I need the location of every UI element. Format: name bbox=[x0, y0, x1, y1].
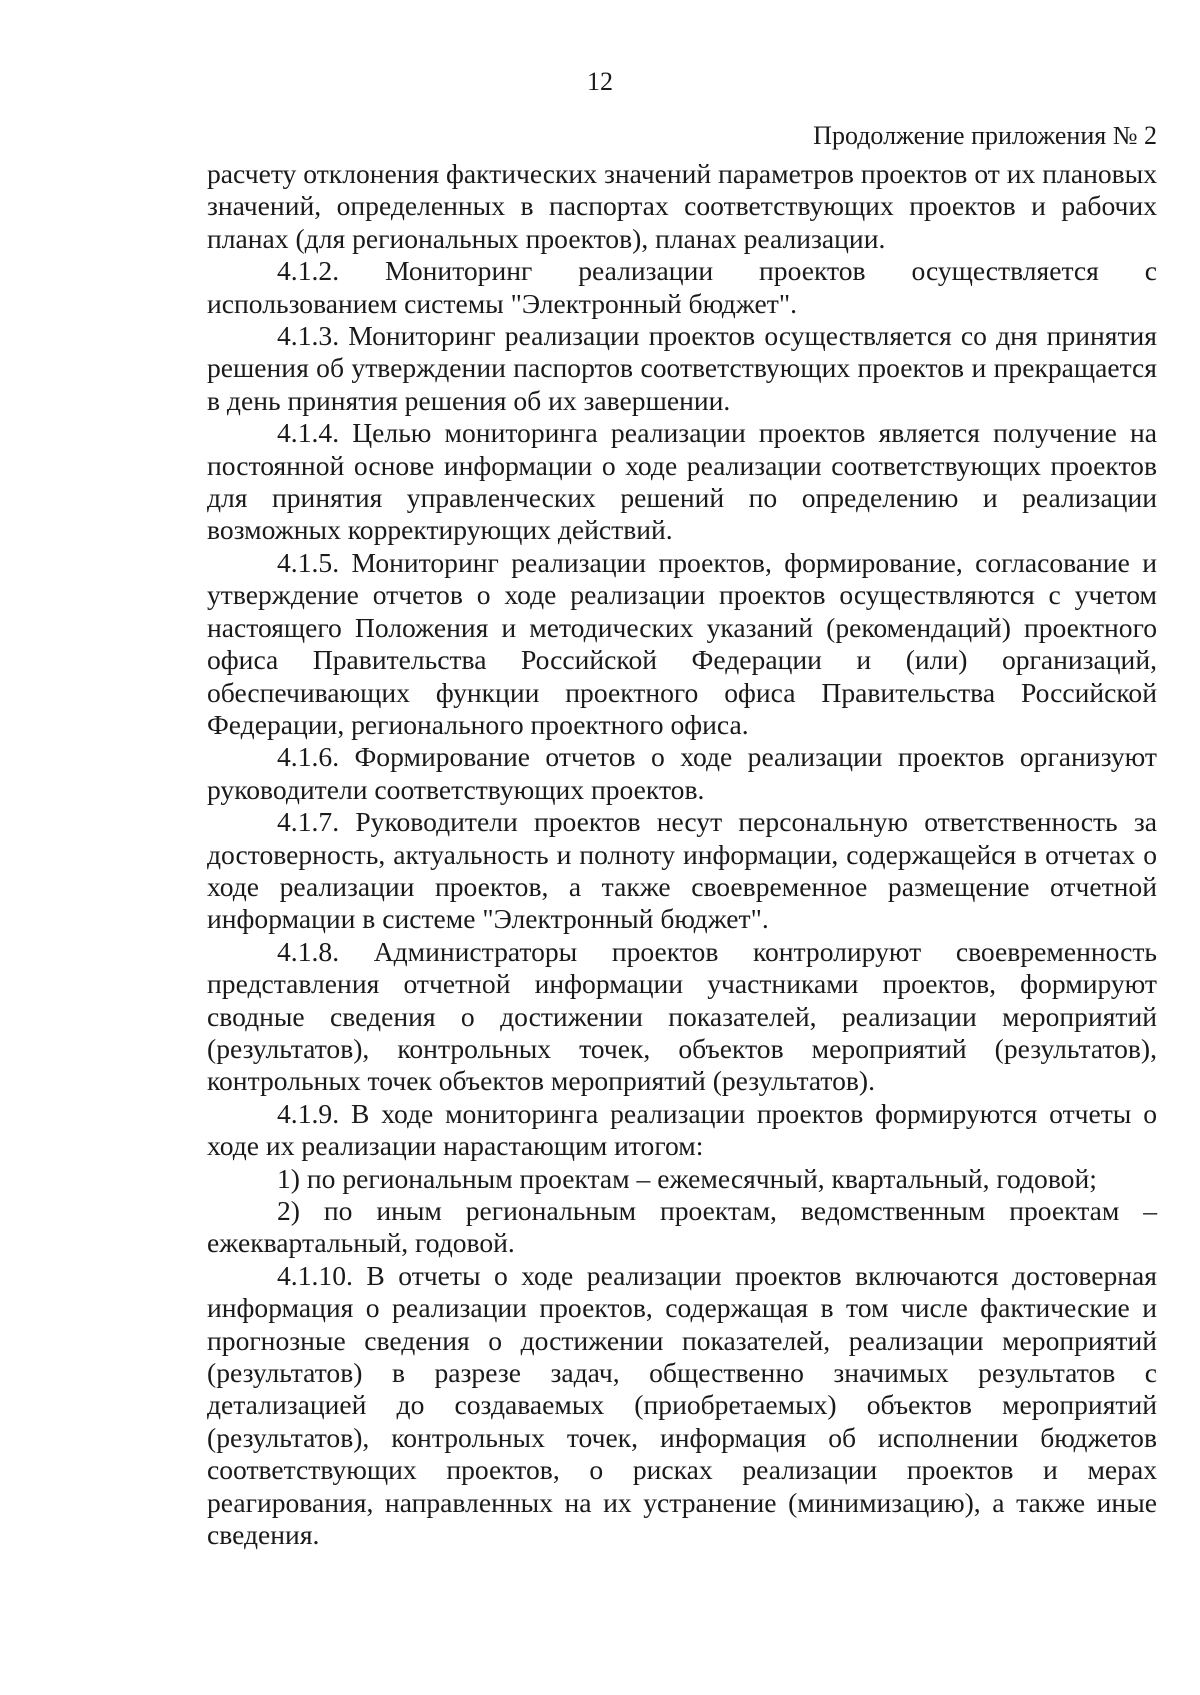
paragraph-4-1-7: 4.1.7. Руководители проектов несут персональную ответственность за достоверность, актуальность и полноту информации, содержащейся в отчетах о ходе реализации проектов, а также своевременное размещение отчетной информации в системе "Электронный бюджет". bbox=[207, 806, 1157, 935]
paragraph-4-1-3: 4.1.3. Мониторинг реализации проектов осуществляется со дня принятия решения об утверждении паспортов соответствующих проектов и прекращается в день принятия решения об их завершении. bbox=[207, 320, 1157, 416]
paragraph-4-1-2: 4.1.2. Мониторинг реализации проектов осуществляется с использованием системы "Электронный бюджет". bbox=[207, 255, 1157, 319]
list-item-2: 2) по иным региональным проектам, ведомственным проектам – ежеквартальный, годовой. bbox=[207, 1195, 1157, 1259]
paragraph-4-1-4: 4.1.4. Целью мониторинга реализации проектов является получение на постоянной основе информации о ходе реализации соответствующих проектов для принятия управленческих решений по определению и реализации возможных корректирующих действий. bbox=[207, 417, 1157, 546]
appendix-continuation-note: Продолжение приложения № 2 bbox=[813, 121, 1157, 150]
page-number: 12 bbox=[587, 67, 613, 96]
document-body bbox=[207, 158, 1157, 1551]
paragraph-4-1-8: 4.1.8. Администраторы проектов контролируют своевременность представления отчетной информации участниками проектов, формируют сводные сведения о достижении показателей, реализации мероприятий (результатов), контрольных точек, объектов мероприятий (результатов), контрольных точек объектов мероприятий (результатов). bbox=[207, 935, 1157, 1097]
list-item-1: 1) по региональным проектам – ежемесячный, квартальный, годовой; bbox=[277, 1162, 1097, 1194]
paragraph-4-1-6: 4.1.6. Формирование отчетов о ходе реализации проектов организуют руководители соответствующих проектов. bbox=[207, 741, 1157, 805]
paragraph-4-1-10: 4.1.10. В отчеты о ходе реализации проектов включаются достоверная информация о реализации проектов, содержащая в том числе фактические и прогнозные сведения о достижении показателей, реализации мероприятий (результатов) в разрезе задач, общественно значимых результатов с детализацией до создаваемых (приобретаемых) объектов мероприятий (результатов), контрольных точек, информация об исполнении бюджетов соответствующих проектов, о рисках реализации проектов и мерах реагирования, направленных на их устранение (минимизацию), а также иные сведения. bbox=[207, 1259, 1157, 1551]
paragraph-4-1-5: 4.1.5. Мониторинг реализации проектов, формирование, согласование и утверждение отчетов о ходе реализации проектов осуществляются с учетом настоящего Положения и методических указаний (рекомендаций) проектного офиса Правительства Российской Федерации и (или) организаций, обеспечивающих функции проектного офиса Правительства Российской Федерации, регионального проектного офиса. bbox=[207, 546, 1157, 740]
paragraph-continuation: расчету отклонения фактических значений параметров проектов от их плановых значений, определенных в паспортах соответствующих проектов и рабочих планах (для региональных проектов), планах реализации. bbox=[207, 158, 1157, 254]
paragraph-4-1-9: 4.1.9. В ходе мониторинга реализации проектов формируются отчеты о ходе их реализации нарастающим итогом: bbox=[207, 1097, 1157, 1162]
